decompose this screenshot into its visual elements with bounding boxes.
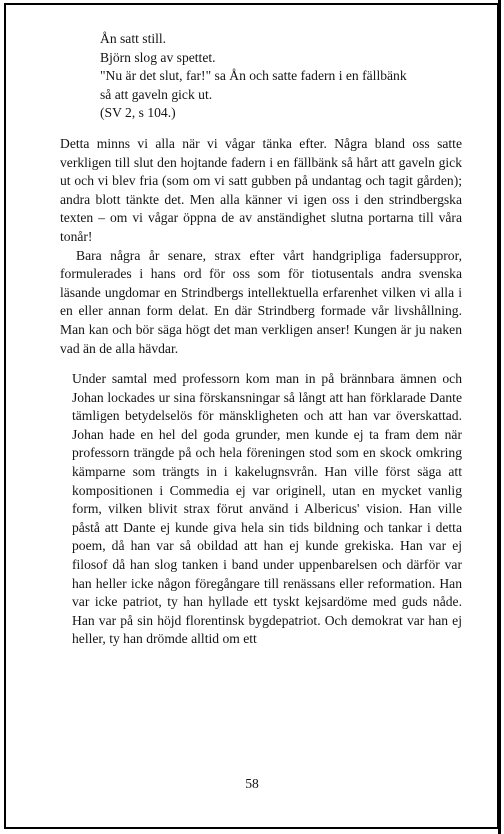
scan-edge (498, 0, 501, 834)
quote-source: (SV 2, s 104.) (100, 105, 176, 121)
excerpt-paragraph: Under samtal med professorn kom man in på brännbara ämnen och Johan lockades ur sina förskansningar så långt att han förklarade Dante tämligen betydelselös för mänskligheten och att han var överskattad. Johan hade en hel del goda grunder, men kunde ej ta fram dem när professorn trängde på och hela föreningen stod som en skock omkring kämparne som trängts in i kakelugnsvrån. Han ville först säga att kompositionen i Commedia ej var originell, utan en mycket vanlig form, vilken blivit strax förut använd i Albericus' vision. Han ville påstå att Dante ej kunde giva hela sin tids bildning och tankar i detta poem, då han var så obildad att han ej kunde grekiska. Han var ej filosof då han slog tanken i band under uppenbarelsen och därför var han heller icke någon föregångare till renässans eller reformation. Han var icke patriot, ty han hyllade ett tyskt kejsardöme med guds nåde. Han var på sin höjd florentinsk bygdepatriot. Och demokrat var han ej heller, ty han drömde alltid om ett (72, 371, 462, 647)
quote-line: Ån satt still. (100, 31, 167, 46)
quoted-excerpt (60, 370, 462, 649)
body-paragraph: Detta minns vi alla när vi vågar tänka efter. Några bland oss satte verkligen till slut den hojtande fadern i en fällbänk så hårt att gaveln gick ut och vi blev fria (som om vi satt gubben på undantag och tagit gården); andra blott tänkte det. Men alla känner vi igen oss i den strindbergska texten – om vi vågar öppna de av anständighet slutna portarna till våra tonår! (60, 135, 462, 244)
quote-line: så att gaveln gick ut. (100, 86, 213, 102)
page-number: 58 (245, 776, 259, 791)
body-paragraph: Bara några år senare, strax efter vårt handgripliga fadersuppror, formulerades i hans ord för oss som för tiotusentals andra svenska läsande ungdomar en Strindbergs intellektuella erfarenhet vilken vi alla i en eller annan form delat. En där Strindberg formade vår livshållning. Man kan och bör säga högt det man verkligen anser! Kungen är ju naken vad än de alla hävdar. (60, 247, 462, 356)
quote-line: Björn slog av spettet. (100, 49, 216, 65)
quote-line: "Nu är det slut, far!" sa Ån och satte fadern i en fällbänk (100, 68, 407, 84)
quote-block (60, 30, 462, 123)
page-body (60, 30, 462, 649)
